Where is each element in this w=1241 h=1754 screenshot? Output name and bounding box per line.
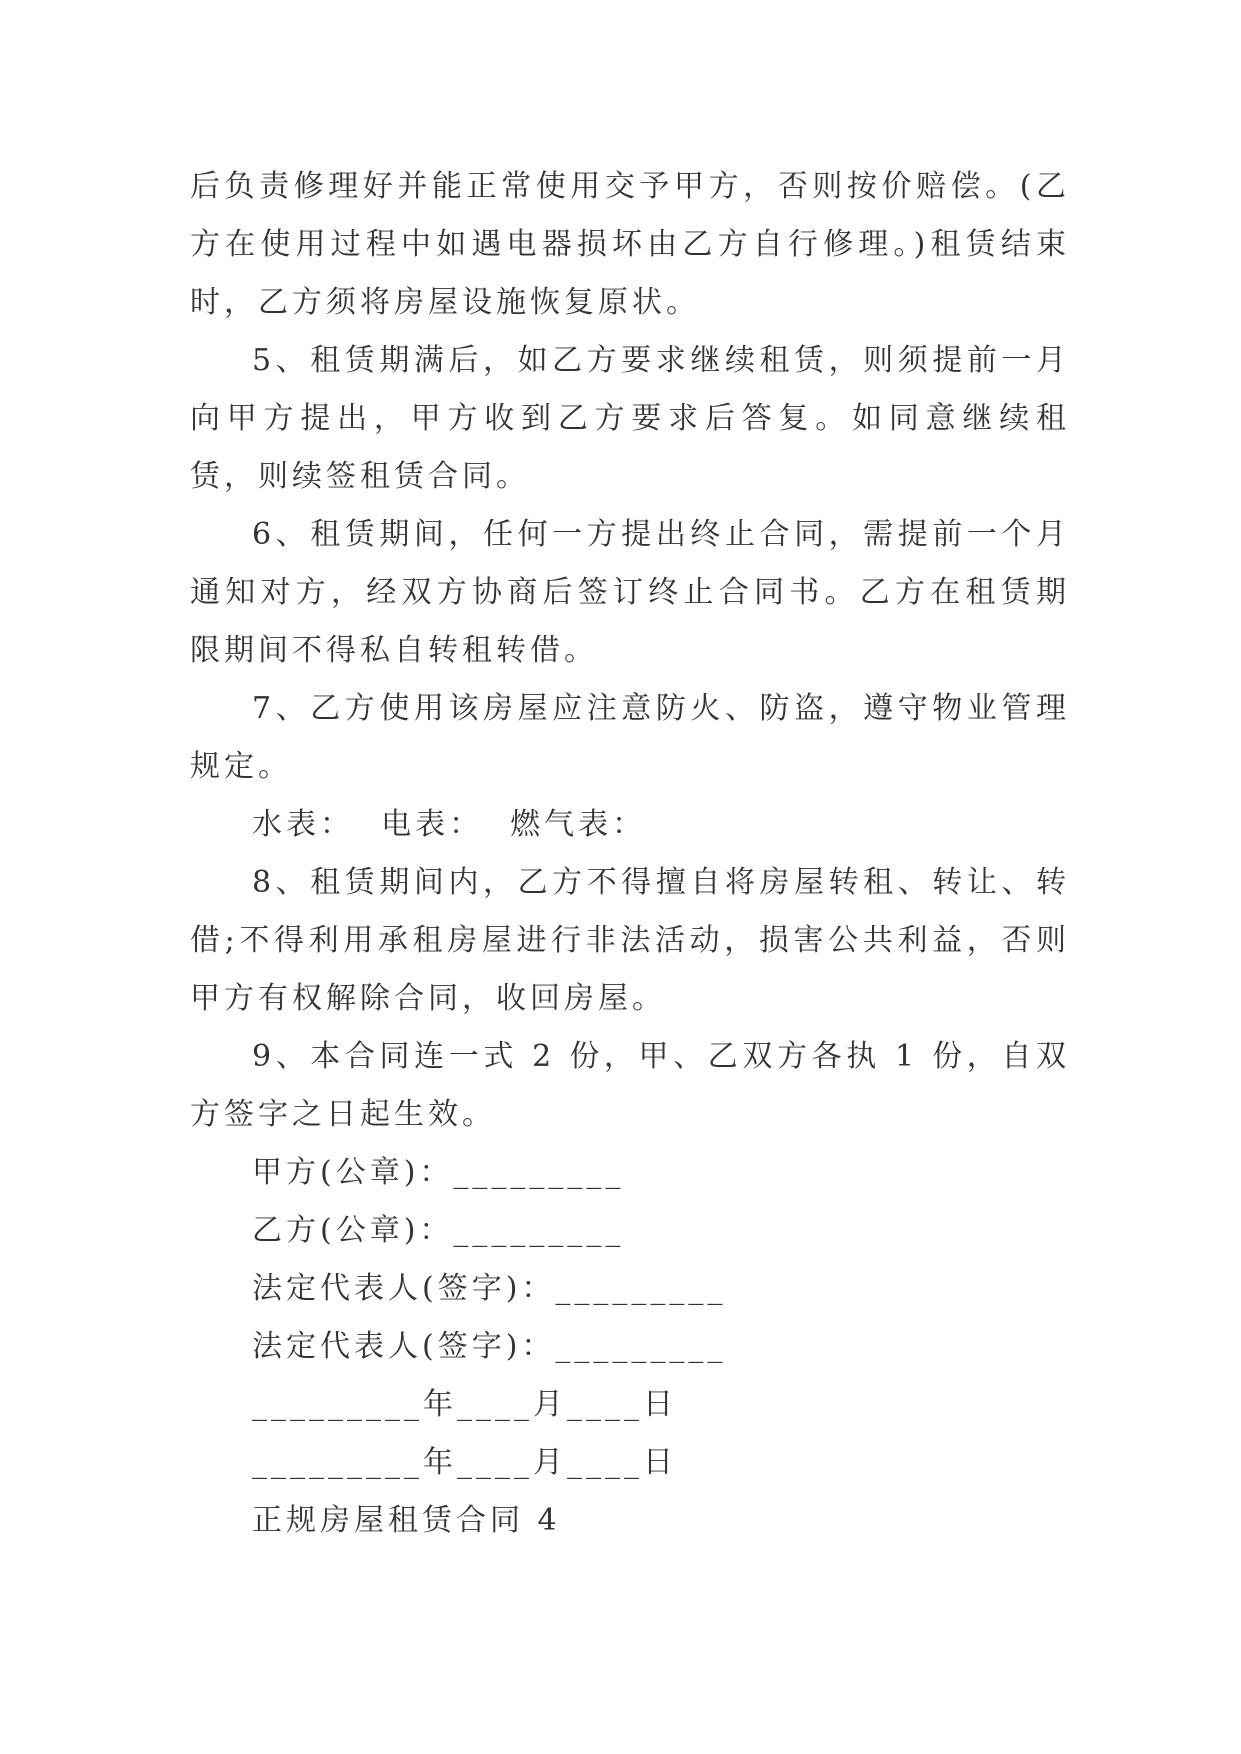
paragraph-clause-7: 7、乙方使用该房屋应注意防火、防盗，遵守物业管理规定。	[190, 691, 1070, 784]
paragraph-clause-9: 9、本合同连一式 2 份，甲、乙双方各执 1 份，自双方签字之日起生效。	[190, 1039, 1070, 1132]
paragraph-clause-8: 8、租赁期间内，乙方不得擅自将房屋转租、转让、转借;不得利用承租房屋进行非法活动，损害公共利益，否则甲方有权解除合同，收回房屋。	[190, 865, 1070, 1016]
paragraph-clause-5: 5、租赁期满后，如乙方要求继续租赁，则须提前一月向甲方提出，甲方收到乙方要求后答复。如同意继续租赁，则续签租赁合同。	[190, 343, 1070, 494]
meter-readings: 水表： 电表： 燃气表：	[252, 807, 647, 842]
paragraph-clause-6: 6、租赁期间，任何一方提出终止合同，需提前一个月通知对方，经双方协商后签订终止合同书。乙方在租赁期限期间不得私自转租转借。	[190, 517, 1070, 668]
signature-party-a-seal: 甲方(公章)：_________	[252, 1155, 625, 1190]
signature-legal-rep-b: 法定代表人(签字)：_________	[252, 1329, 727, 1364]
document-page	[190, 158, 1070, 1550]
signature-party-b-seal: 乙方(公章)：_________	[252, 1213, 625, 1248]
paragraph-repair-clause: 后负责修理好并能正常使用交予甲方，否则按价赔偿。(乙方在使用过程中如遇电器损坏由乙方自行修理。)租赁结束时，乙方须将房屋设施恢复原状。	[190, 169, 1070, 320]
date-line-b: _________年____月____日	[252, 1445, 677, 1480]
signature-legal-rep-a: 法定代表人(签字)：_________	[252, 1271, 727, 1306]
next-contract-heading: 正规房屋租赁合同 4	[252, 1503, 561, 1538]
date-line-a: _________年____月____日	[252, 1387, 677, 1422]
